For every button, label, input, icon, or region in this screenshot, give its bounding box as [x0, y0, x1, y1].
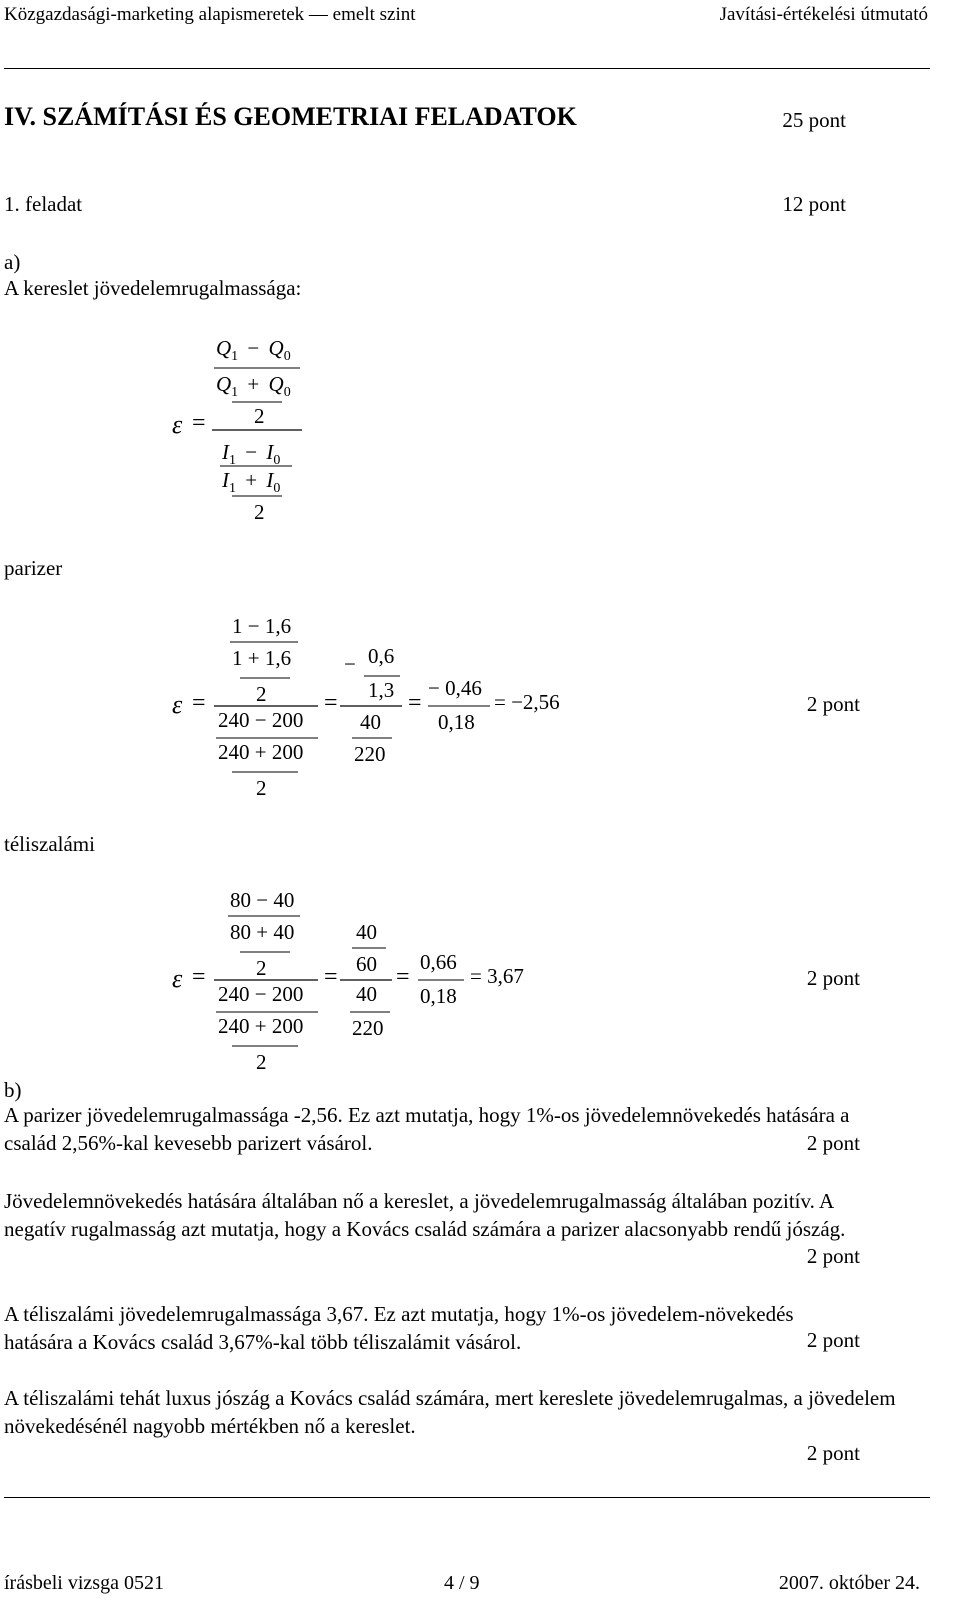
parizer-s2-a: 0,6: [368, 644, 395, 668]
epsilon-symbol-teliszalami: ε: [172, 964, 183, 993]
part-b-paragraph-1: A parizer jövedelemrugalmassága -2,56. Ez azt mutatja, hogy 1%-os jövedelemnövekedés hatására a család 2,56%-kal kevesebb parizert vásárol.: [4, 1103, 850, 1155]
teliszalami-bot-num: 240 − 200: [218, 982, 304, 1006]
part-b-points-1: 2 pont: [806, 1131, 860, 1155]
parizer-s3-den: 0,18: [438, 710, 475, 734]
footer-rule: [4, 1497, 930, 1498]
teliszalami-two: 2: [256, 956, 267, 980]
parizer-result: = −2,56: [494, 690, 560, 714]
footer-date: 2007. október 24.: [778, 1572, 920, 1594]
teliszalami-top-den: 80 + 40: [230, 920, 295, 944]
teliszalami-top-num: 80 − 40: [230, 888, 295, 912]
part-b-label: b): [4, 1078, 22, 1102]
parizer-label: parizer: [4, 556, 63, 580]
parizer-s2-b: 1,3: [368, 678, 395, 702]
parizer-top-num: 1 − 1,6: [232, 614, 292, 638]
task-points: 12 pont: [782, 192, 846, 216]
formula-i-two: 2: [254, 500, 265, 524]
part-b-points-3: 2 pont: [806, 1328, 860, 1352]
formula-q-two: 2: [254, 404, 265, 428]
parizer-bot-den: 240 + 200: [218, 740, 304, 764]
part-b-points-4: 2 pont: [806, 1441, 860, 1465]
equals-sign-2: =: [324, 690, 338, 716]
part-a-intro: A kereslet jövedelemrugalmassága:: [4, 276, 302, 300]
equals-sign-5: =: [324, 964, 338, 990]
teliszalami-result: = 3,67: [470, 964, 524, 988]
teliszalami-two-b: 2: [256, 1050, 267, 1074]
teliszalami-points: 2 pont: [806, 966, 860, 990]
page-number: 4 / 9: [444, 1572, 480, 1594]
section-title: IV. SZÁMÍTÁSI ÉS GEOMETRIAI FELADATOK: [4, 102, 577, 131]
section-points: 25 pont: [782, 108, 846, 132]
equals-sign-1: =: [192, 690, 206, 716]
teliszalami-s2-b: 60: [356, 952, 377, 976]
formula-i-difference: $I_1 - I_0$: [222, 440, 281, 468]
part-b-paragraph-4: A téliszalámi tehát luxus jószág a Kovács család számára, mert kereslete jövedelemrugalmas, a jövedelem növekedésénél nagyobb mértékben nő a kereslet.: [4, 1386, 896, 1438]
part-b-paragraph-2: Jövedelemnövekedés hatására általában nő a kereslet, a jövedelemrugalmasság általában pozitív. A negatív rugalmasság azt mutatja, hogy a Kovács család számára a parizer alacsonyabb rendű jószág.: [4, 1189, 846, 1241]
parizer-s3-num: − 0,46: [428, 676, 482, 700]
teliszalami-bot-den: 240 + 200: [218, 1014, 304, 1038]
parizer-s2-d: 220: [354, 742, 386, 766]
part-a-label: a): [4, 250, 21, 274]
teliszalami-s3-num: 0,66: [420, 950, 457, 974]
teliszalami-s2-d: 220: [352, 1016, 384, 1040]
epsilon-symbol: ε: [172, 410, 183, 439]
teliszalami-s2-a: 40: [356, 920, 377, 944]
task-title: 1. feladat: [4, 192, 83, 216]
formula-q-sum: $Q_1 + Q_0$: [216, 372, 291, 400]
header-left: Közgazdasági-marketing alapismeretek — emelt szint: [4, 4, 416, 25]
equals-sign-6: =: [396, 964, 410, 990]
formula-q-difference: $Q_1 - Q_0$: [216, 336, 291, 364]
footer-left: írásbeli vizsga 0521: [4, 1572, 164, 1594]
part-b-paragraph-3: A téliszalámi jövedelemrugalmassága 3,67. Ez azt mutatja, hogy 1%-os jövedelem-növekedés hatására a Kovács család 3,67%-kal több téliszalámit vásárol.: [4, 1302, 794, 1354]
equals-sign: =: [192, 410, 206, 436]
teliszalami-s3-den: 0,18: [420, 984, 457, 1008]
teliszalami-s2-c: 40: [356, 982, 377, 1006]
equals-sign-3: =: [408, 690, 422, 716]
teliszalami-label: téliszalámi: [4, 832, 95, 856]
parizer-top-den: 1 + 1,6: [232, 646, 292, 670]
epsilon-symbol-parizer: ε: [172, 690, 183, 719]
parizer-two: 2: [256, 682, 267, 706]
formula-i-sum: $I_1 + I_0$: [222, 468, 281, 496]
part-b-points-2: 2 pont: [806, 1244, 860, 1268]
parizer-points: 2 pont: [806, 692, 860, 716]
parizer-bot-num: 240 − 200: [218, 708, 304, 732]
parizer-s2-minus: −: [344, 652, 356, 676]
equals-sign-4: =: [192, 964, 206, 990]
header-right: Javítási-értékelési útmutató: [719, 4, 928, 25]
parizer-two-b: 2: [256, 776, 267, 800]
parizer-s2-c: 40: [360, 710, 381, 734]
